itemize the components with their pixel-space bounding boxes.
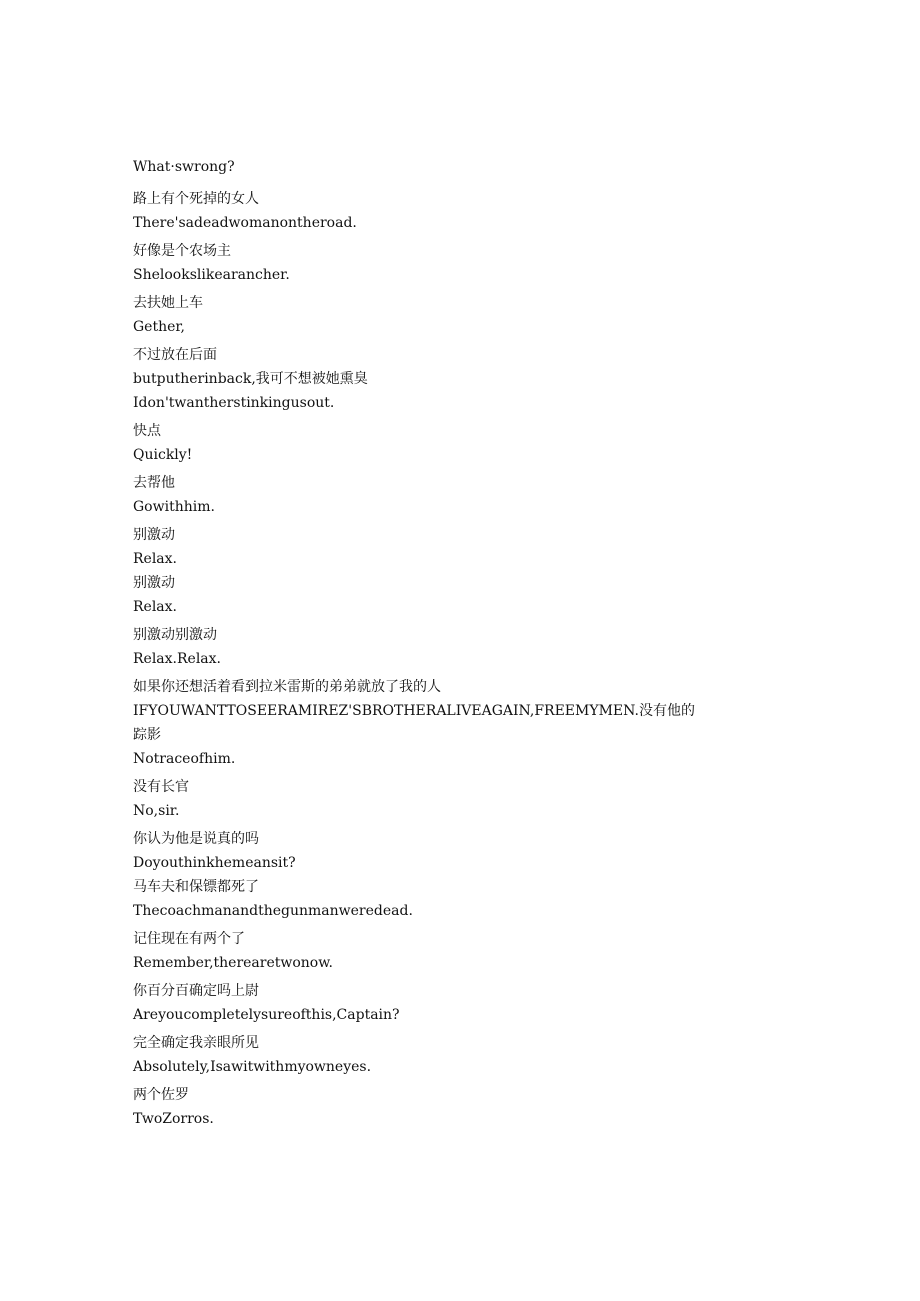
text-line: Thecoachmanandthegunmanweredead.	[133, 903, 413, 919]
text-line: 完全确定我亲眼所见	[133, 1035, 259, 1051]
text-line: 路上有个死掉的女人	[133, 191, 259, 207]
text-line: 没有长官	[133, 779, 189, 795]
text-line: TwoZorros.	[133, 1111, 214, 1127]
text-line: Quickly!	[133, 447, 193, 463]
text-line: 好像是个农场主	[133, 243, 231, 259]
text-line: 记住现在有两个了	[133, 931, 245, 947]
text-line: Relax.Relax.	[133, 651, 221, 667]
text-line: Remember,therearetwonow.	[133, 955, 333, 971]
text-line: 别激动	[133, 575, 175, 591]
text-line: 别激动别激动	[133, 627, 217, 643]
text-line: 别激动	[133, 527, 175, 543]
text-line: 马车夫和保镖都死了	[133, 879, 259, 895]
text-line: 如果你还想活着看到拉米雷斯的弟弟就放了我的人	[133, 679, 441, 695]
text-line: What·swrong?	[133, 159, 235, 175]
text-line: 快点	[133, 423, 161, 439]
text-line: Doyouthinkhemeansit?	[133, 855, 296, 871]
text-line: butputherinback,我可不想被她熏臭	[133, 371, 368, 387]
text-line: 踪影	[133, 727, 161, 743]
text-line: Relax.	[133, 551, 177, 567]
text-line: No,sir.	[133, 803, 180, 819]
text-line: Shelookslikearancher.	[133, 267, 290, 283]
subtitle-transcript	[133, 158, 853, 1128]
text-line: Idon'twantherstinkingusout.	[133, 395, 335, 411]
text-line: 两个佐罗	[133, 1087, 189, 1103]
text-line: 去扶她上车	[133, 295, 203, 311]
text-line: 你认为他是说真的吗	[133, 831, 259, 847]
text-line: 你百分百确定吗上尉	[133, 983, 259, 999]
text-line: Notraceofhim.	[133, 751, 236, 767]
text-line: 去帮他	[133, 475, 175, 491]
text-line: Absolutely,Isawitwithmyowneyes.	[133, 1059, 372, 1075]
text-line: Gether,	[133, 319, 186, 335]
text-line: Areyoucompletelysureofthis,Captain?	[133, 1007, 400, 1023]
text-line: IFYOUWANTTOSEERAMIREZ'SBROTHERALIVEAGAIN,FREEMYMEN.没有他的	[133, 703, 695, 719]
text-line: 不过放在后面	[133, 347, 217, 363]
text-line: There'sadeadwomanontheroad.	[133, 215, 357, 231]
text-line: Relax.	[133, 599, 177, 615]
text-line: Gowithhim.	[133, 499, 215, 515]
